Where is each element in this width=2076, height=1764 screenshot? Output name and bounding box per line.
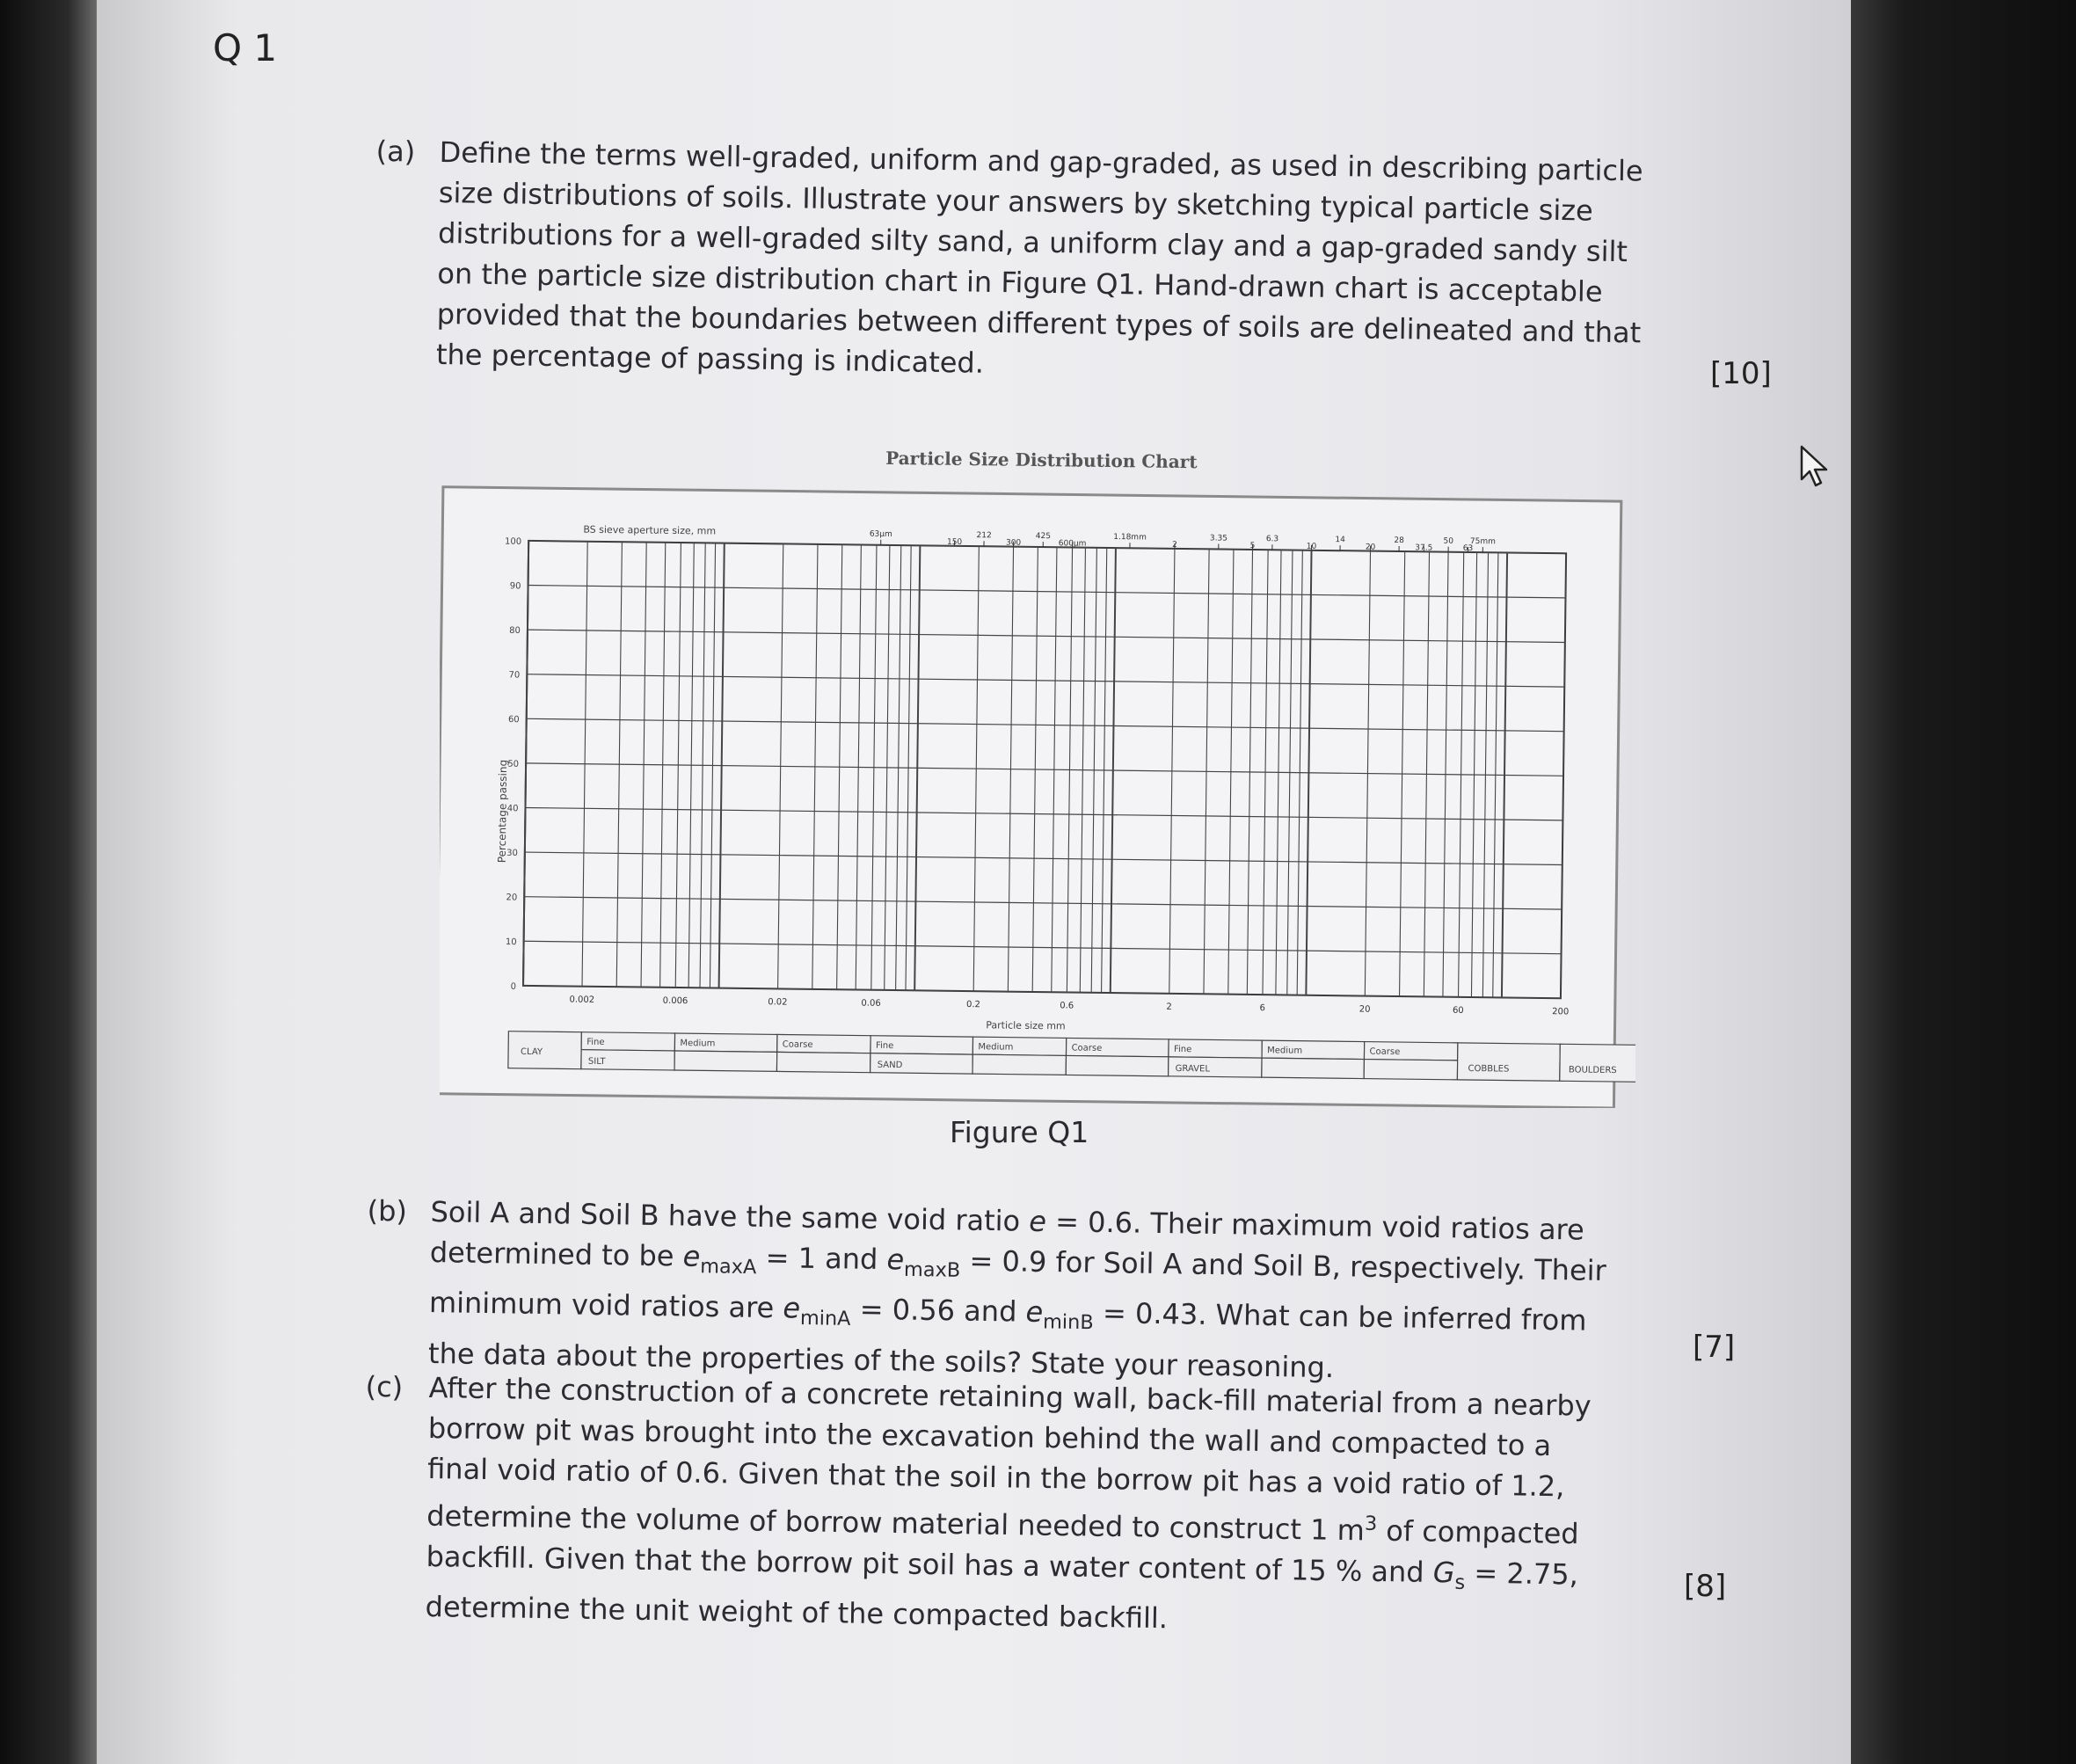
part-a-text [375,132,1644,393]
x-tick-label: 20 [1359,1004,1371,1015]
top-tick-label: 212 [976,531,992,541]
x-tick-label: 0.006 [662,995,688,1007]
top-tick-label: 20 [1365,543,1376,552]
class-cell-main [1262,1058,1365,1078]
y-tick-label: 30 [506,848,518,858]
top-tick-label: 1.18mm [1113,533,1147,543]
y-tick-label: 70 [508,670,521,681]
part-c-label: (c) [365,1369,404,1404]
top-tick-label: 75mm [1469,536,1497,547]
class-main-label: SAND [877,1060,903,1071]
class-cell-cobbles [1457,1043,1560,1081]
part-c-text-2: of compacted backfill. Given that the borrow pit soil has a water content of 15 % and [426,1513,1579,1589]
class-cell-main [1066,1055,1169,1075]
x-tick-label: 6 [1259,1003,1266,1014]
gs-symbol: G [1432,1555,1455,1590]
eminB-symbol: e [1025,1295,1044,1330]
top-tick-label: 425 [1035,531,1052,542]
class-cell-main [1364,1060,1457,1080]
figure-caption: Figure Q1 [950,1115,1089,1149]
x-tick-label: 0.002 [569,995,595,1005]
particle-size-chart [440,440,1635,1108]
part-b-text-2: = 0.6. Their maximum void ratios are determined to be [429,1205,1585,1273]
top-tick-label: 3.35 [1209,534,1228,543]
top-tick-label: 28 [1394,536,1404,546]
part-b-label: (b) [367,1193,408,1228]
part-c-marks: [8] [1684,1569,1727,1604]
y-tick-label: 50 [507,759,520,769]
part-b-text-3: = 1 and [756,1240,887,1277]
top-tick-label: 14 [1335,536,1345,545]
top-tick-label: 50 [1443,536,1454,546]
y-tick-label: 0 [510,981,517,992]
class-main-label: BOULDERS [1568,1065,1617,1076]
class-sub-label: Fine [1173,1044,1192,1055]
class-cell-boulders [1560,1044,1635,1082]
part-a-marks: [10] [1710,356,1772,391]
part-b-text-6: = 0.43. What can be inferred from the data about the properties of the soils? State your reasoning. [427,1296,1587,1384]
emaxA-subscript: maxA [699,1255,757,1279]
top-tick-label: 10 [1306,542,1317,551]
emaxB-symbol: e [886,1243,905,1277]
gs-subscript: s [1454,1571,1466,1594]
part-b-marks: [7] [1693,1330,1736,1365]
x-tick-label: 60 [1452,1005,1464,1016]
part-a-body: Define the terms well-graded, uniform and gap-graded, as used in describing particle size distributions of soils. Illustrate your answers by sketching typical particle size distributions for a well-graded silty sand, a uniform clay and a gap-graded sandy silt on the particle size distribution chart in Figure Q1. Hand-drawn chart is acceptable provided that the boundaries between different types of soils are delineated and that the percentage of passing is indicated. [435,135,1643,380]
class-cell-clay [508,1031,582,1069]
eminA-subscript: minA [799,1307,851,1331]
x-tick-label: 2 [1166,1002,1172,1012]
part-c-text-3: = 2.75, determine the unit weight of the compacted backfill. [425,1556,1579,1636]
y-tick-label: 100 [505,536,522,547]
class-sub-label: Fine [875,1040,894,1052]
class-sub-label: Medium [978,1042,1014,1053]
class-sub-label: Medium [1267,1046,1303,1056]
top-tick-label: 300 [1005,538,1022,548]
class-main-label: GRAVEL [1175,1063,1211,1075]
y-tick-label: 60 [507,715,520,725]
class-sub-label: Medium [680,1039,716,1049]
x-tick-label: 0.06 [861,998,881,1009]
x-tick-label: 200 [1552,1007,1570,1017]
top-axis-label: BS sieve aperture size, mm [583,523,717,537]
part-c-superscript: 3 [1364,1512,1378,1535]
chart-svg [440,440,1635,1108]
top-tick-label: 150 [946,537,963,547]
x-tick-label: 0.6 [1060,1001,1074,1011]
arrow-cursor-icon [1799,444,1831,493]
top-tick-label: 37.5 [1415,543,1433,553]
chart-title: Particle Size Distribution Chart [885,447,1198,473]
part-a-label: (a) [375,134,416,169]
emaxA-symbol: e [682,1239,701,1273]
y-tick-label: 40 [506,804,519,814]
part-c-text [365,1367,1606,1645]
emaxB-subscript: maxB [903,1257,961,1282]
class-cell-main [972,1054,1066,1075]
class-cell-main [674,1051,777,1071]
top-tick-label: 6.3 [1265,535,1279,544]
class-sub-label: Coarse [1369,1046,1401,1058]
part-c-text-1: After the construction of a concrete retaining wall, back-fill material from a nearby borrow pit was brought into the excavation behind the wall and compacted to a final void ratio of 0.6. Given that the soil in the borrow pit has a void ratio of 1.2, determine the volume of borrow material needed to construct 1 m [426,1370,1592,1548]
y-tick-label: 20 [506,893,518,903]
part-b-text-4: = 0.9 for Soil A and Soil B, respectively. Their minimum void ratios are [428,1243,1607,1325]
class-main-label: CLAY [521,1046,543,1058]
eminA-symbol: e [783,1291,801,1326]
screen-bezel-left [0,0,97,1764]
y-tick-label: 90 [509,581,521,592]
top-tick-label: 2 [1172,540,1177,550]
part-b-text [367,1192,1609,1392]
y-axis-label: Percentage passing [495,759,510,864]
top-tick-label: 63 [1462,543,1474,554]
screen-bezel-right [1847,0,2076,1764]
part-b-e-symbol: e [1029,1204,1047,1238]
class-sub-label: Coarse [782,1039,813,1050]
y-tick-label: 80 [509,625,521,637]
y-tick-label: 10 [505,937,517,948]
part-b-text-5: = 0.56 and [850,1292,1026,1330]
top-tick-label: 63μm [869,529,892,539]
x-axis-label: Particle size mm [986,1019,1066,1032]
top-tick-label: 5 [1249,541,1256,551]
top-tick-label: 600μm [1058,539,1087,549]
class-sub-label: Fine [586,1037,605,1048]
class-main-label: COBBLES [1468,1064,1510,1075]
x-tick-label: 0.02 [768,997,788,1008]
part-b-text-1: Soil A and Soil B have the same void ratio [430,1194,1030,1238]
class-cell-main [776,1052,870,1072]
x-tick-label: 0.2 [965,1000,981,1010]
question-title: Q 1 [213,26,278,69]
eminB-subscript: minB [1042,1310,1094,1335]
class-main-label: SILT [587,1056,606,1068]
class-sub-label: Coarse [1071,1043,1103,1053]
